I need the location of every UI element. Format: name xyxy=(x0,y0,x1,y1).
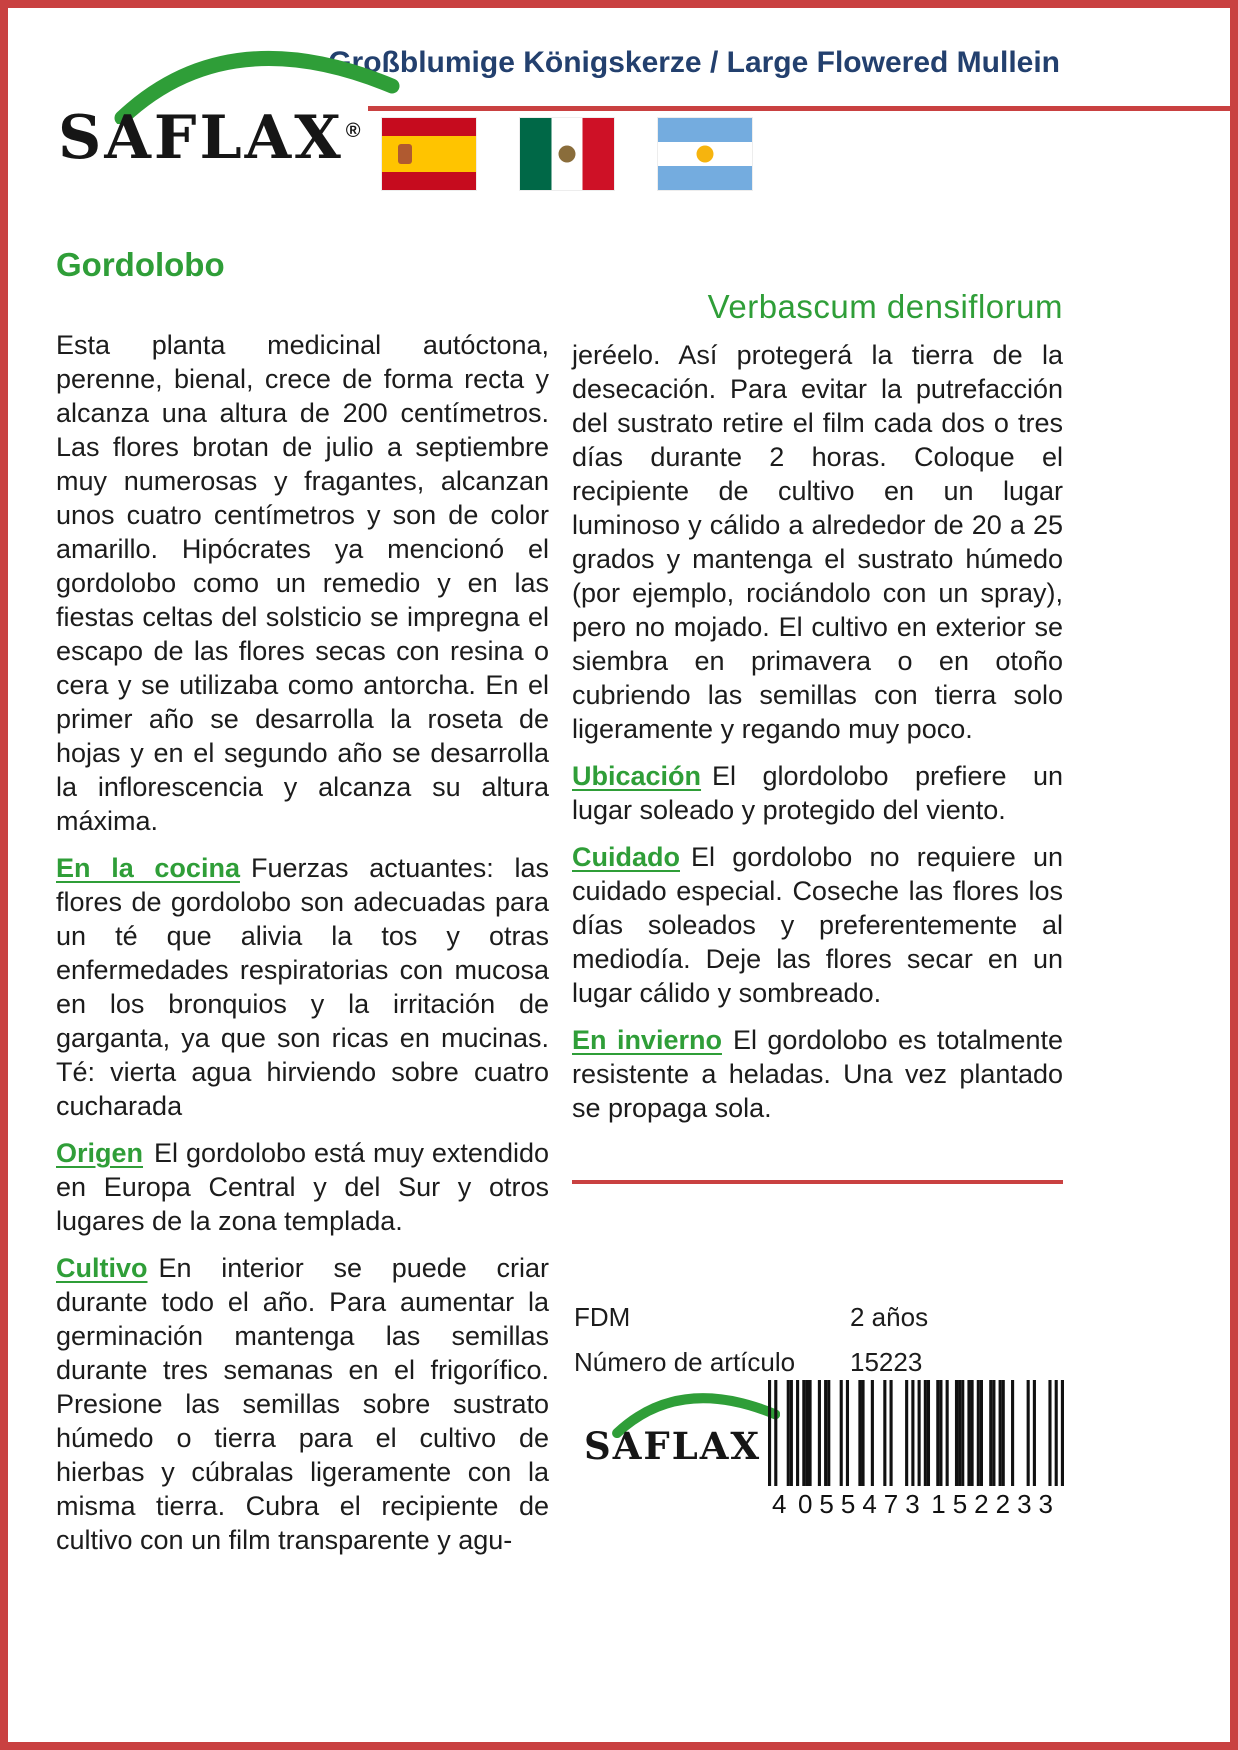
brand-wordmark xyxy=(58,103,378,173)
section-heading-en-invierno: En invierno xyxy=(572,1025,722,1055)
info-label: Número de artículo xyxy=(574,1347,796,1377)
spain-coat-of-arms-icon xyxy=(398,144,412,164)
paragraph-ubicacion xyxy=(572,759,1063,827)
paragraph-text: El gordolobo está muy extendido en Europa Central y del Sur y otros lugares de la zona templada. xyxy=(56,1138,549,1236)
product-title: Gordolobo xyxy=(56,246,225,283)
barcode-digit-group: 055473 xyxy=(797,1489,927,1519)
page-title: Großblumige Königskerze / Large Flowered Mullein xyxy=(328,46,1060,79)
paragraph-text: jeréelo. Así protegerá la tierra de la desecación. Para evitar la putrefacción del sustrato retire el film cada dos o tres días durante 2 horas. Coloque el recipiente de cultivo en un lugar luminoso y cálido a alrededor de 20 a 25 grados y mantenga el sustrato húmedo (por ejemplo, rociándolo con un spray), pero no mojado. El cultivo en exterior se siembra en primavera o en otoño cubriendo las semillas con tierra solo ligeramente y regando muy poco. xyxy=(572,340,1063,744)
paragraph-intro xyxy=(56,328,549,838)
latin-name: Verbascum densiflorum xyxy=(707,288,1063,325)
section-heading-cultivo: Cultivo xyxy=(56,1253,148,1283)
paragraph-text: Esta planta medicinal autóctona, perenne, bienal, crece de forma recta y alcanza una altura de 200 centímetros. Las flores brotan de julio a septiembre muy numerosas y fragantes, alcanzan unos cuatro centímetros y son de color amarillo. Hipócrates ya mencionó el gordolobo como un remedio y en las fiestas celtas del solsticio se impregna el escapo de las flores secas con resina o cera y se utilizaba como antorcha. En el primer año se desarrolla la roseta de hojas y en el segundo año se desarrolla la inflorescencia y alcanza su altura máxima. xyxy=(56,330,549,836)
product-info xyxy=(574,1302,1065,1392)
paragraph-text: El glordolobo prefiere un lugar soleado y protegido del viento. xyxy=(572,761,1063,825)
brand-name: SAFLAX xyxy=(58,103,344,173)
paragraph-text: El gordolobo es totalmente resistente a heladas. Una vez plantado se propaga sola. xyxy=(572,1025,1063,1123)
registered-mark: ® xyxy=(345,120,364,142)
header-divider xyxy=(368,106,1230,111)
info-row-article-number xyxy=(574,1347,1065,1378)
flag-row xyxy=(382,118,752,190)
info-divider xyxy=(572,1180,1063,1184)
section-heading-cuidado: Cuidado xyxy=(572,842,680,872)
saflax-logo-small xyxy=(584,1386,784,1468)
barcode-digit-group: 4 xyxy=(772,1489,794,1519)
barcode-digit-group: 152233 xyxy=(931,1489,1060,1519)
info-value: 2 años xyxy=(850,1302,929,1332)
paragraph-text: Fuerzas actuantes: las flores de gordolobo son adecuadas para un té que alivia la tos y otras enfermedades respiratorias con mucosa en los bronquios y la irritación de garganta, ya que son ricas en mucinas. Té: vierta agua hirviendo sobre cuatro cucharada xyxy=(56,853,550,1121)
mexico-flag-icon xyxy=(520,118,614,190)
mexico-eagle-icon xyxy=(559,146,576,163)
paragraph-continuation xyxy=(572,338,1063,746)
paragraph-cultivo xyxy=(56,1251,549,1557)
info-row-fdm xyxy=(574,1302,1065,1333)
saflax-logo xyxy=(58,40,378,173)
barcode-bars xyxy=(768,1380,1064,1486)
info-label: FDM xyxy=(574,1302,631,1332)
right-column xyxy=(572,290,1063,1138)
section-heading-origen: Origen xyxy=(56,1138,144,1168)
spain-flag-icon xyxy=(382,118,476,190)
paragraph-text: El gordolobo no requiere un cuidado especial. Coseche las flores los días soleados y preferentemente al mediodía. Deje las flores secar en un lugar cálido y sombreado. xyxy=(572,842,1063,1008)
brand-wordmark xyxy=(584,1424,784,1468)
paragraph-cuidado xyxy=(572,840,1063,1010)
paragraph-en-invierno xyxy=(572,1023,1063,1125)
brand-name: SAFLAX xyxy=(584,1424,762,1468)
section-heading-en-la-cocina: En la cocina xyxy=(56,853,240,883)
section-heading-ubicacion: Ubicación xyxy=(572,761,702,791)
paragraph-text: En interior se puede criar durante todo el año. Para aumentar la germinación mantenga las semillas durante tres semanas en el frigorífico. Presione las semillas sobre sustrato húmedo o tierra para el cultivo de hierbas y cúbralas ligeramente con la misma tierra. Cubra el recipiente de cultivo con un film transparente y agu- xyxy=(56,1253,549,1555)
barcode xyxy=(768,1380,1064,1520)
barcode-digits xyxy=(768,1489,1064,1520)
info-value: 15223 xyxy=(850,1347,923,1377)
left-column xyxy=(56,248,549,1570)
paragraph-en-la-cocina xyxy=(56,851,549,1123)
paragraph-origen xyxy=(56,1136,549,1238)
argentina-sun-icon xyxy=(697,146,714,163)
argentina-flag-icon xyxy=(658,118,752,190)
